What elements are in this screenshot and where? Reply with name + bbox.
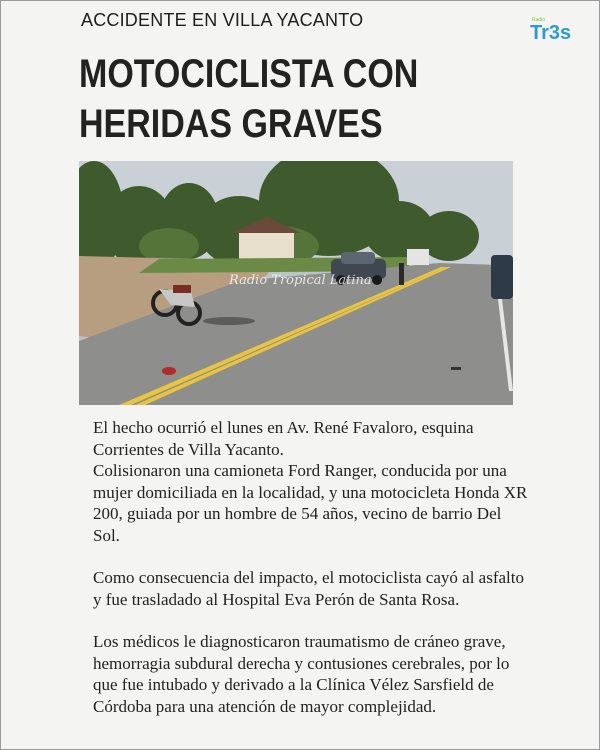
paragraph-1a: El hecho ocurrió el lunes en Av. René Favaloro, esquina Corrientes de Villa Yacanto. <box>93 418 474 459</box>
article-body <box>93 417 531 738</box>
photo-watermark: Radio Tropical Latina <box>229 273 372 288</box>
accident-photo <box>79 161 513 405</box>
paragraph-1 <box>93 417 531 546</box>
logo-small-text: Radio <box>532 17 546 23</box>
headline-line-2: HERIDAS GRAVES <box>79 102 383 146</box>
headline <box>79 49 453 149</box>
radio-logo <box>528 15 578 43</box>
paragraph-1b: Colisionaron una camioneta Ford Ranger, conducida por una mujer domiciliada en la localidad, y una motocicleta Honda XR 200, guiada por un hombre de 54 años, vecino de barrio Del Sol. <box>93 461 528 545</box>
headline-line-1: MOTOCICLISTA CON <box>79 52 419 96</box>
section-kicker: ACCIDENTE EN VILLA YACANTO <box>81 10 364 30</box>
paragraph-3: Los médicos le diagnosticaron traumatismo de cráneo grave, hemorragia subdural derecha y contusiones cerebrales, por lo que fue intubado y derivado a la Clínica Vélez Sarsfield de Córdoba para una atención de mayor complejidad. <box>93 632 510 716</box>
logo-text: Tr3s <box>530 22 572 43</box>
paragraph-2: Como consecuencia del impacto, el motociclista cayó al asfalto y fue trasladado al Hospital Eva Perón de Santa Rosa. <box>93 568 524 609</box>
